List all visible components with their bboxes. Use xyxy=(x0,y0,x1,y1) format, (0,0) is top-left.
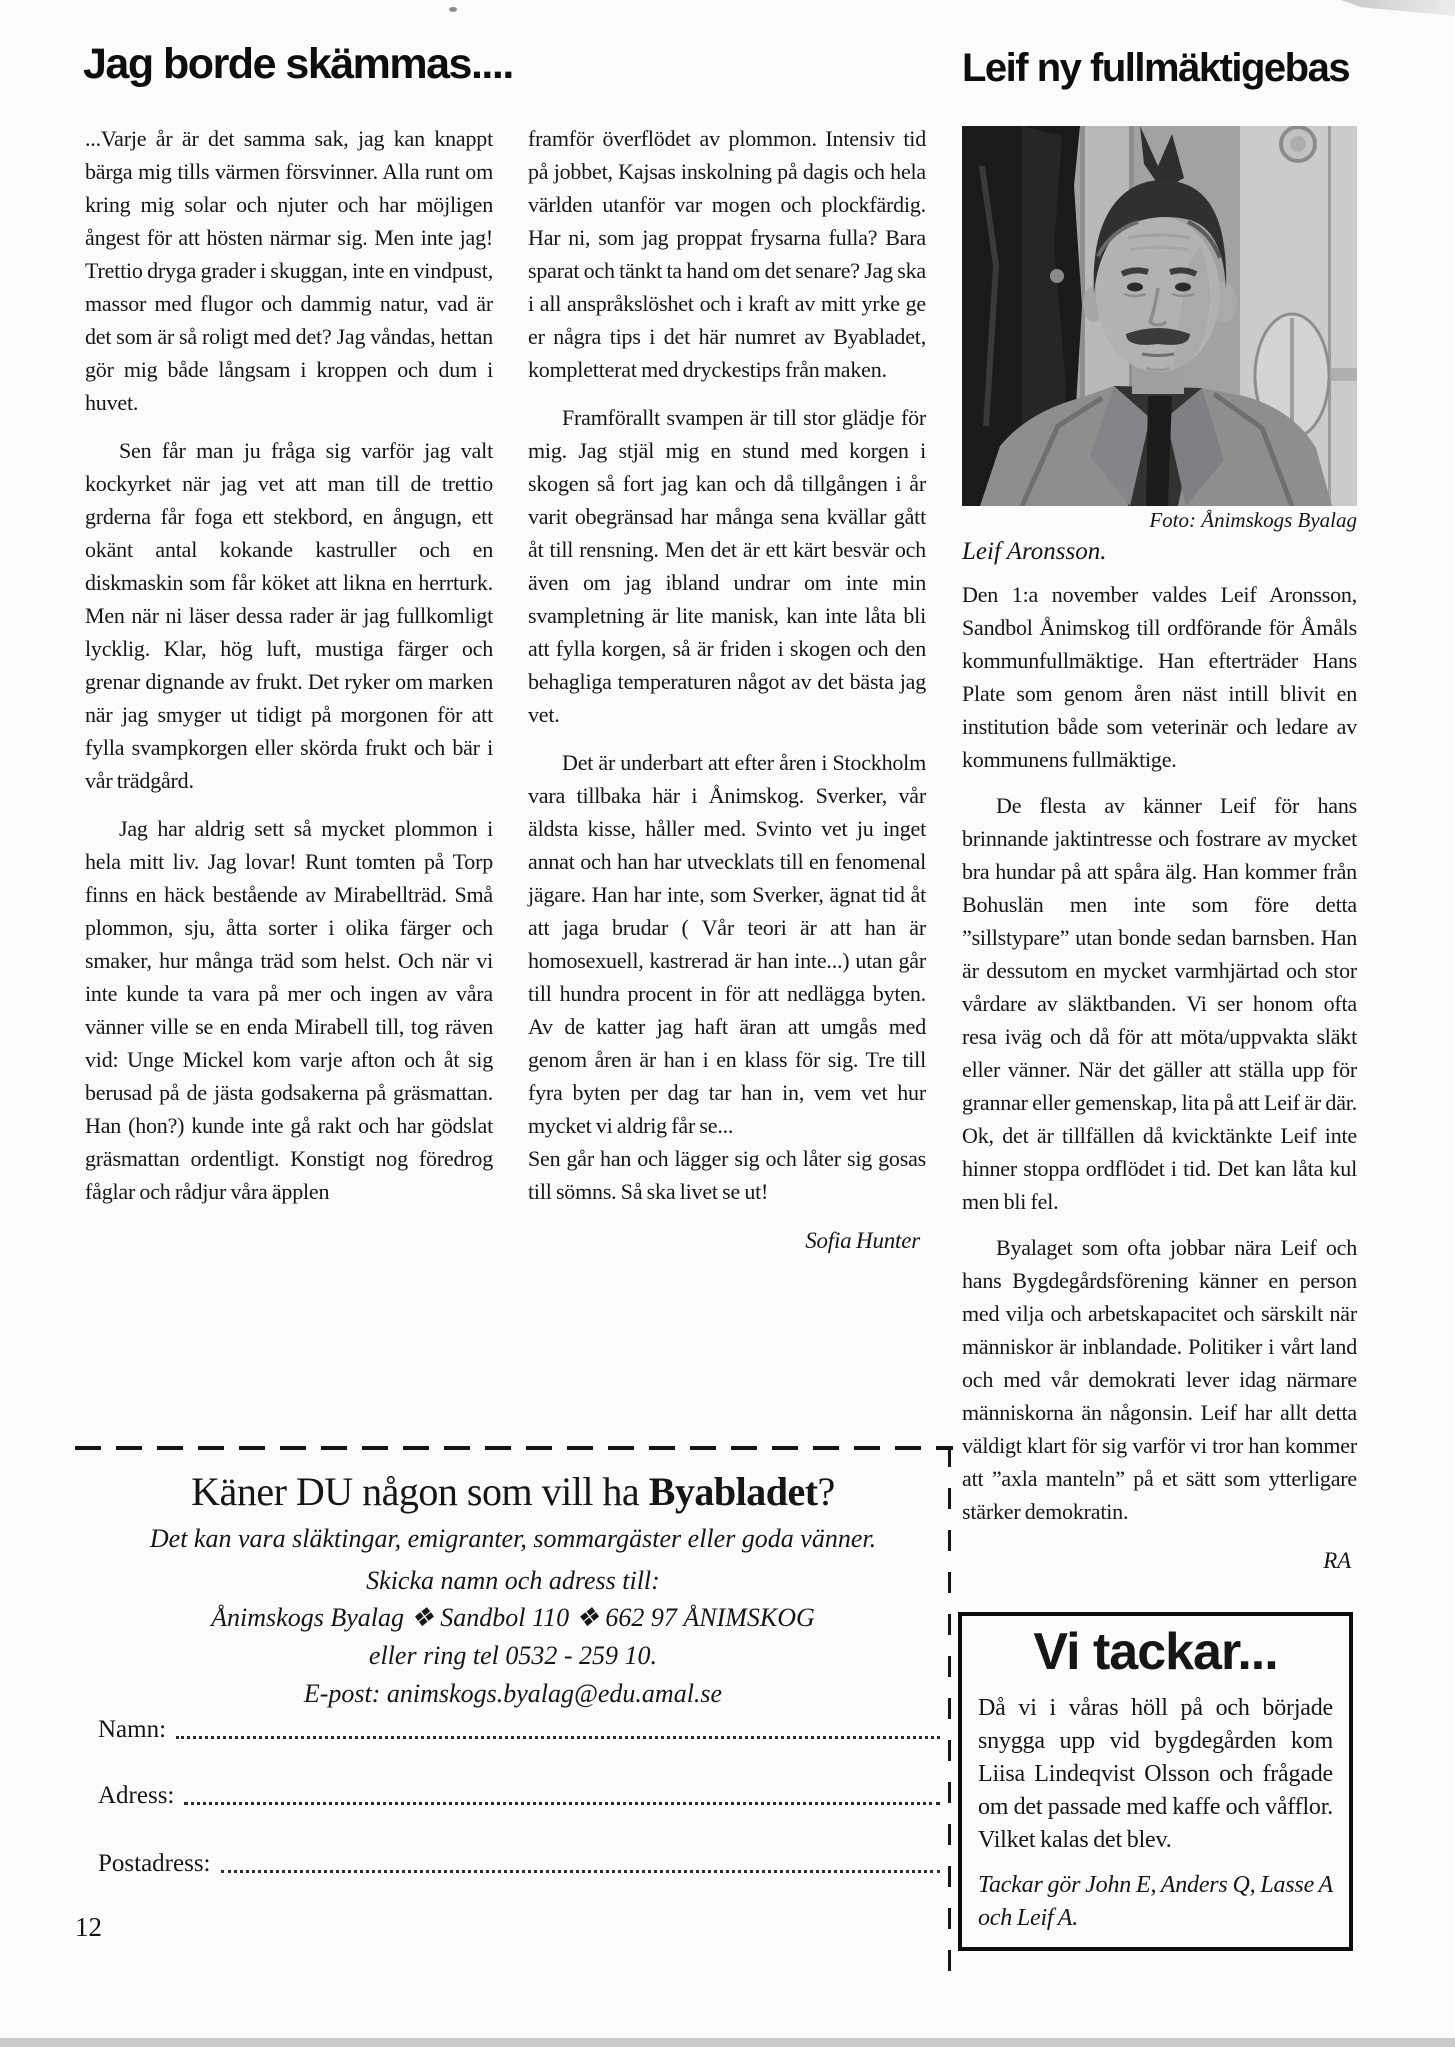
coupon-phone-line: eller ring tel 0532 - 259 10. xyxy=(368,1641,658,1670)
coupon-subtitle: Det kan vara släktingar, emigranter, sommargäster eller goda vänner. xyxy=(149,1524,877,1553)
paragraph: framför överflödet av plommon. Intensiv tid på jobbet, Kajsas inskolning på dagis och hela världen utanför var mogen och plockfärdig. Har ni, som jag proppat frysarna fulla? Bara sparat och tänkt ta hand om det senare? Jag ska i all anspråkslöshet och i kraft av mitt yrke ge er några tips i det här numret av Byabladet, kompletterat med dryckestips från maken. xyxy=(528,126,926,382)
coupon-title-question-mark: ? xyxy=(817,1469,835,1514)
coupon-dashed-border-right xyxy=(948,1446,951,1988)
scan-corner-smudge xyxy=(1341,0,1455,16)
thanks-box xyxy=(958,1612,1353,1951)
article1-column-2 xyxy=(528,122,926,1257)
name-field-label: Namn: xyxy=(98,1716,167,1743)
paragraph: ...Varje år är det samma sak, jag kan knappt bärga mig tills värmen försvinner. Alla runt om kring mig solar och njuter och har möjligen ångest för att hösten närmar sig. Men inte jag! Trettio dryga grader i skuggan, inte en vindpust, massor med flugor och dammig natur, vad är det som är så roligt med det? Jag våndas, hettan gör mig både långsam i kroppen och dum i huvet. xyxy=(85,126,493,415)
address-field-dotted-line xyxy=(184,1802,940,1805)
photo-caption: Leif Aronsson. xyxy=(962,538,1107,565)
scan-speck xyxy=(449,7,457,12)
address-field-label: Adress: xyxy=(98,1782,175,1809)
coupon-title-text: Käner DU någon som vill ha xyxy=(191,1469,649,1514)
coupon-send-line: Skicka namn och adress till: xyxy=(366,1566,660,1595)
coupon-field-name xyxy=(98,1716,940,1744)
postal-address-field-dotted-line xyxy=(221,1870,941,1873)
article2-title: Leif ny fullmäktigebas xyxy=(962,46,1350,90)
postal-address-field-label: Postadress: xyxy=(98,1850,211,1877)
scan-bottom-edge xyxy=(0,2038,1455,2047)
article2-column xyxy=(962,578,1357,1577)
article1-column-1 xyxy=(85,122,493,1208)
coupon-email-line: E-post: animskogs.byalag@edu.amal.se xyxy=(303,1679,723,1708)
paragraph: De flesta av känner Leif för hans brinnande jaktintresse och fostrare av mycket bra hundar på att spåra älg. Han kommer från Bohuslän men inte som före detta ”sillstypare” utan bonde sedan barnsben. Han är dessutom en mycket varmhjärtad och stor vårdare av släktbanden. Vi ser honom ofta resa iväg och då för att möta/uppvakta släkt eller vänner. När det gäller att ställa upp för grannar eller gemenskap, lita på att Leif är där. Ok, det är tillfällen då kvicktänkte Leif inte hinner stoppa ordflödet i tid. Det kan låta kul men bli fel. xyxy=(962,793,1357,1214)
coupon-address-line: Ånimskogs Byalag ❖ Sandbol 110 ❖ 662 97 ÅNIMSKOG xyxy=(211,1603,815,1632)
coupon-field-address xyxy=(98,1782,940,1810)
paragraph: Jag har aldrig sett så mycket plommon i hela mitt liv. Jag lovar! Runt tomten på Torp finns en häck bestående av Mirabellträd. Små plommon, sju, åtta sorter i olika färger och smaker, hur många träd som helst. Och när vi inte kunde ta vara på mer och ingen av våra vänner ville se en enda Mirabell till, tog räven vid: Unge Mickel kom varje afton och åt sig berusad på de jästa godsakerna på gräsmattan. Han (hon?) kunde inte gå rakt och har gödslat gräsmattan ordentligt. Konstigt nog föredrog fåglar och rådjur våra äpplen xyxy=(85,816,493,1204)
page-number: 12 xyxy=(75,1912,102,1942)
paragraph: Den 1:a november valdes Leif Aronsson, Sandbol Ånimskog till ordförande för Åmåls kommunfullmäktige. Han efterträder Hans Plate som genom åren näst intill blivit en institution både som veterinär och ledare av kommunens fullmäktige. xyxy=(962,582,1357,772)
coupon-dashed-border-top xyxy=(75,1446,953,1450)
article2-author-signature: RA xyxy=(1323,1548,1351,1573)
portrait-photo-illustration xyxy=(962,126,1357,506)
paragraph: Sen går han och lägger sig och låter sig gosas till sömns. Så ska livet se ut! xyxy=(528,1146,926,1204)
coupon-field-postal-address xyxy=(98,1850,940,1878)
thanks-box-signature: Tackar gör John E, Anders Q, Lasse A och Leif A. xyxy=(978,1872,1333,1931)
paragraph: Framförallt svampen är till stor glädje för mig. Jag stjäl mig en stund med korgen i skogen så fort jag kan och då tillgången i år varit obegränsad har många sena kvällar gått åt till rensning. Men det är ett kärt besvär och även om jag ibland undrar om inte min svampletning är lite manisk, kan inte låta bli att fylla korgen, så är friden i skogen och den behagliga temperaturen något av det bästa jag vet. xyxy=(528,405,926,727)
name-field-dotted-line xyxy=(176,1736,940,1739)
coupon-title-byabladet: Byabladet xyxy=(648,1469,818,1514)
leif-aronsson-photo xyxy=(962,126,1357,506)
coupon-title xyxy=(85,1468,941,1515)
article1-title: Jag borde skämmas.... xyxy=(83,40,513,88)
paragraph: Sen får man ju fråga sig varför jag valt kockyrket när jag vet att man till de trettio grderna får foga ett stekbord, en ångugn, ett okänt antal kokande kastruller och en diskmaskin som får köket att likna en herrturk. Men när ni läser dessa rader är jag fullkomligt lycklig. Klar, hög luft, mustiga färger och grenar dignande av frukt. Det ryker om marken när jag smyger ut tidigt på morgonen för att fylla svampkorgen eller skörda frukt och bär i vår trädgård. xyxy=(85,438,493,793)
article1-author-signature: Sofia Hunter xyxy=(805,1228,920,1253)
paragraph: Det är underbart att efter åren i Stockholm vara tillbaka här i Ånimskog. Sverker, vår äldsta kisse, håller med. Svinto vet ju inget annat och han har utvecklats till en fenomenal jägare. Han har inte, som Sverker, ägnat tid åt att jaga brudar ( Vår teori är att han är homosexuell, kastrerad är han inte...) utan går till hundra procent in för att nedlägga byten. Av de katter jag haft äran att umgås med genom åren är han i en klass för sig. Tre till fyra byten per dag tar han in, vem vet hur mycket vi aldrig får se... xyxy=(528,750,926,1138)
paragraph: Byalaget som ofta jobbar nära Leif och hans Bygdegårdsförening känner en person med vilja och arbetskapacitet och särskilt när människor är inblandade. Politiker i vårt land och med vår demokrati lever idag närmare människorna än någonsin. Leif har allt detta väldigt klart för sig varför vi tror han kommer att ”axla manteln” på et sätt som ytterligare stärker demokratin. xyxy=(962,1235,1357,1524)
photo-credit: Foto: Ånimskogs Byalag xyxy=(1149,508,1357,532)
thanks-box-body: Då vi i våras höll på och började snygga upp vid bygdegården kom Liisa Lindeqvist Olsson och frågade om det passade med kaffe och våfflor. Vilket kalas det blev. xyxy=(978,1695,1333,1853)
thanks-box-title: Vi tackar... xyxy=(1033,1623,1278,1681)
